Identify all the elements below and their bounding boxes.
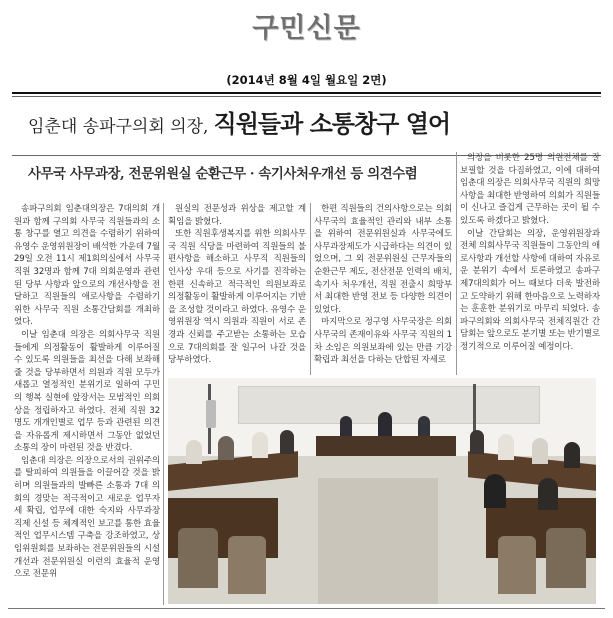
person-seated bbox=[564, 442, 580, 468]
newspaper-masthead: 구민신문 bbox=[252, 13, 361, 44]
headline-main: 직원들과 소통창구 열어 bbox=[213, 109, 451, 138]
meeting-photo bbox=[168, 378, 596, 604]
article-column-1 bbox=[14, 203, 160, 605]
person-seated bbox=[252, 432, 268, 458]
headline bbox=[28, 104, 450, 139]
chair bbox=[228, 536, 266, 594]
column-divider bbox=[163, 203, 164, 605]
person-seated bbox=[484, 474, 506, 508]
headline-kicker: 임춘대 송파구의회 의장, bbox=[28, 117, 209, 137]
person-seated bbox=[532, 438, 548, 464]
person-seated bbox=[538, 478, 558, 510]
article-column-2 bbox=[168, 203, 306, 375]
bottom-rule bbox=[8, 608, 605, 609]
article-column-4 bbox=[460, 152, 600, 376]
paragraph: 원실의 전문성과 위상을 제고할 계획임을 밝혔다. bbox=[168, 204, 306, 227]
paragraph: 의장을 비롯한 25명 의원전체를 잘 보필할 것을 다짐하였고, 이에 대하여 임춘대 의장은 의회사무국 직원의 희망사항을 최대한 반영하여 의회가 직원들이 신나고 즐겁게 근무하는 곳이 될 수 있도록 하겠다고 밝혔다. bbox=[460, 153, 600, 226]
paragraph: 마지막으로 정구영 사무국장은 의회사무국의 존재이유와 사무국 직원의 1차 소임은 의원보좌에 있는 만큼 기강 확립과 최선을 다하는 단합된 자세로 bbox=[314, 317, 452, 366]
paragraph: 한편 직원들의 건의사항으로는 의회사무국의 효율적인 관리와 내부 소통을 위하여 전문위원실과 사무국에도 사무과장제도가 시급하다는 의견이 있었으며, 그 외 전문위원실 근무자들의 순환근무 제도, 전산전문 인력의 배치, 속기사 처우개선, 직원 전출시 희망부서 최대한 반영 전보 등 다양한 의견이 있었다. bbox=[314, 204, 452, 315]
paragraph: 임춘대 의장은 의장으로서의 권위주의를 탈피하여 의원들을 이끌어갈 것을 밝히며 의원들과의 발빠른 소통과 7대 의회의 경맞는 적극적이고 새로운 업무자세 확립, 업무에 대한 숙지와 사무과장 직제 신설 등 체계적인 보고를 통한 효율적인 업무시스템 구축을 강조하였고, 상임위원회를 보좌하는 전문위원들의 시설 개선과 전문위원실 이런의 효율적 운영으로 전문위 bbox=[14, 455, 160, 580]
subheadline: 사무국 사무과장, 전문위원실 순환근무 · 속기사처우개선 등 의견수렴 bbox=[28, 166, 418, 182]
dateline: (2014년 8월 4일 월요일 2면) bbox=[226, 73, 387, 87]
column-divider bbox=[456, 152, 457, 375]
chair bbox=[178, 528, 218, 588]
person-seated bbox=[418, 416, 430, 436]
top-rule bbox=[12, 92, 601, 94]
column-divider bbox=[310, 203, 311, 375]
person-seated bbox=[498, 434, 514, 460]
person-seated bbox=[280, 430, 294, 454]
chair bbox=[546, 528, 586, 588]
paragraph: 이날 임춘대 의장은 의회사무국 직원들에게 의정활동이 활발하게 이루어질 수 있도록 의원들을 최선을 다해 보좌해줄 것을 당부하면서 의원과 직원 모두가 새롭고 열정적인 분위기로 일하여 구민의 행복 실현에 앞장서는 모범적인 의회상을 정립하자고 하였다. 전체 직원 32명도 개개인별로 업무 등과 관련된 의견을 자유롭게 제시하면서 그동안 없었던 소통의 장이 마련된 것을 반겼다. bbox=[14, 329, 160, 454]
photo-center-aisle bbox=[318, 478, 438, 604]
paragraph: 이날 간담회는 의장, 운영위원장과 전체 의회사무국 직원들이 그동안의 애로사항과 개선할 사항에 대하여 자유로운 분위기 속에서 토론하였고 송파구 제7대의회가 어느 때보다 더욱 발전하고 도약하기 위해 한마음으로 노력하자는 훈훈한 분위기로 마무리 되었다. 송파구의회와 의회사무국 전체직원간 간담회는 앞으로도 분기별 또는 반기별로 정기적으로 이루어질 예정이다. bbox=[460, 228, 600, 352]
person-seated bbox=[186, 440, 202, 464]
person-seated bbox=[340, 416, 352, 436]
paragraph: 송파구의회 임춘대의장은 7대의회 개원과 함께 구의회 사무국 직원들과의 소통 창구를 열고 의견을 수렴하기 위하여 유영수 운영위원장이 배석한 가운데 7월 29일 오전 11시 제1회의실에서 사무국 직원 32명과 함께 7대 의회운영과 관련된 당부 사항과 앞으로의 개선사항을 전달하고 직원들의 애로사항을 수렴하기 위한 사무국 직원 소통간담회를 개최하였다. bbox=[14, 204, 160, 328]
person-seated bbox=[378, 412, 392, 436]
person-seated bbox=[470, 430, 484, 454]
paragraph: 또한 직원후생복지를 위한 의회사무국 직원 식당을 마련하여 직원들의 불편사항을 해소하고 사무직 직원들의 인사상 우대 등으로 사기를 진작하는 한편 신속하고 적극적인 의원보좌로 의정활동이 활발하게 이루어지는 기반을 조성할 것이라고 하였다. 유영수 운영위원장 역시 의원과 직원이 서로 존경과 신뢰를 주고받는 소통하는 모습으로 7대의회를 잘 일구어 나갈 것을 당부하였다. bbox=[168, 229, 306, 366]
chair bbox=[498, 536, 536, 594]
head-table bbox=[316, 436, 456, 456]
flag-icon bbox=[206, 400, 216, 428]
article-column-3 bbox=[314, 203, 452, 375]
person-seated bbox=[218, 436, 234, 460]
